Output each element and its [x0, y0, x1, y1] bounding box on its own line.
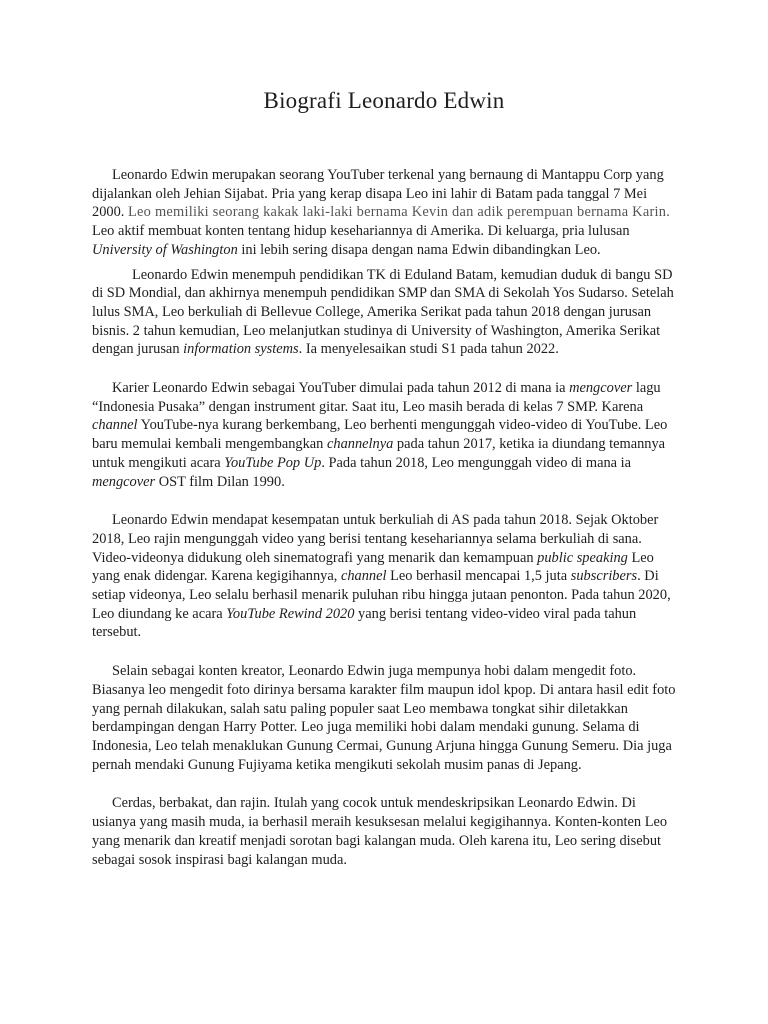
text-run: Leo yang enak didengar. Karena kegigihannya, — [92, 549, 654, 585]
paragraph-usa — [92, 511, 676, 642]
text-run-italic: channel — [92, 417, 138, 434]
paragraph-early-life — [92, 166, 676, 260]
text-run: ini lebih sering disapa dengan nama Edwin dibandingkan Leo. — [237, 241, 601, 258]
text-run-italic: information systems — [183, 341, 299, 358]
text-run: Leo berhasil mencapai 1,5 juta — [386, 568, 571, 585]
text-run: Karier Leonardo Edwin sebagai YouTuber dimulai pada tahun 2012 di mana ia — [112, 380, 570, 397]
text-run-italic: mengcover — [569, 380, 633, 397]
text-run-italic: subscribers — [570, 568, 638, 585]
text-run: OST film Dilan 1990. — [155, 473, 285, 490]
text-run: Leo aktif membuat konten tentang hidup kesehariannya di Amerika. Di keluarga, pria lulusan — [92, 223, 630, 240]
text-run: YouTube-nya kurang berkembang, Leo berhenti mengunggah video-video di YouTube. Leo baru memulai kembali mengembangkan — [92, 417, 668, 453]
paragraph-hobbies: Selain sebagai konten kreator, Leonardo Edwin juga mempunya hobi dalam mengedit foto. Biasanya leo mengedit foto dirinya bersama karakter film maupun idol kpop. Di antara hasil edit foto yang pernah dilakukan, salah satu paling populer saat Leo membawa tongkat sihir diletakkan berdampingan dengan Harry Potter. Leo juga memiliki hobi dalam mendaki gunung. Selama di Indonesia, Leo telah menaklukan Gunung Cermai, Gunung Arjuna hingga Gunung Semeru. Dia juga pernah mendaki Gunung Fujiyama ketika mengikuti sekolah musim panas di Jepang. — [92, 663, 676, 773]
text-run-italic: YouTube Pop Up — [224, 454, 322, 471]
text-run-italic: mengcover — [92, 473, 156, 490]
text-run: Leonardo Edwin merupakan seorang YouTuber terkenal yang bernaung di Mantappu Corp yang dijalankan oleh Jehian Sijabat. Pria yang kerap disapa Leo ini lahir di Batam pada tanggal 7 Mei 2000. — [92, 167, 664, 221]
paragraph-conclusion: Cerdas, berbakat, dan rajin. Itulah yang cocok untuk mendeskripsikan Leonardo Edwin. Di usianya yang masih muda, ia berhasil meraih kesuksesan melalui kegigihannya. Konten-konten Leo yang menarik dan kreatif menjadi sorotan bagi kalangan muda. Oleh karena itu, Leo sering disebut sebagai sosok inspirasi bagi kalangan muda. — [92, 795, 668, 868]
text-run-italic: channelnya — [326, 436, 394, 453]
document-body — [92, 166, 676, 869]
text-run: . Ia menyelesaikan studi S1 pada tahun 2022. — [298, 341, 559, 358]
text-run: Leonardo Edwin mendapat kesempatan untuk berkuliah di AS pada tahun 2018. Sejak Oktober 2018, Leo rajin mengunggah video yang berisi tentang kesehariannya selama berkuliah di sana. Video-videonya didukung oleh sinematografi yang menarik dan kemampuan — [92, 512, 659, 566]
text-run-italic: channel — [340, 568, 387, 585]
text-run: lagu “Indonesia Pusaka” dengan instrument gitar. Saat itu, Leo masih berada di kelas 7 SMP. Karena — [92, 380, 661, 415]
paragraph-career — [92, 379, 676, 491]
text-run-italic: YouTube Rewind 2020 — [226, 605, 355, 622]
text-run: Leonardo Edwin menempuh pendidikan TK di Eduland Batam, kemudian duduk di bangu SD di SD Mondial, dan akhirnya menempuh pendidikan SMP dan SMA di Sekolah Yos Sudarso. Setelah lulus SMA, Leo berkuliah di Bellevue College, Amerika Serikat pada tahun 2018 dengan jurusan bisnis. 2 tahun kemudian, Leo melanjutkan studinya di University of Washington, Amerika Serikat dengan jurusan — [92, 266, 674, 358]
paragraph-education — [92, 266, 676, 360]
text-run: yang berisi tentang video-video viral pada tahun tersebut. — [92, 605, 637, 641]
text-run: . Pada tahun 2018, Leo mengunggah video di mana ia — [321, 454, 632, 471]
text-run: . Di setiap videonya, Leo selalu berhasil menarik puluhan ribu hingga jutaan penonton. Pada tahun 2020, Leo diundang ke acara — [92, 568, 671, 622]
text-run: pada tahun 2017, ketika ia diundang temannya untuk mengikuti acara — [92, 436, 666, 471]
text-run-italic: public speaking — [537, 549, 628, 566]
text-run-highlighted: Leo memiliki seorang kakak laki-laki bernama Kevin dan adik perempuan bernama Karin. — [127, 204, 671, 221]
text-run-italic: University of Washington — [92, 241, 238, 258]
document-title: Biografi Leonardo Edwin — [263, 88, 505, 113]
